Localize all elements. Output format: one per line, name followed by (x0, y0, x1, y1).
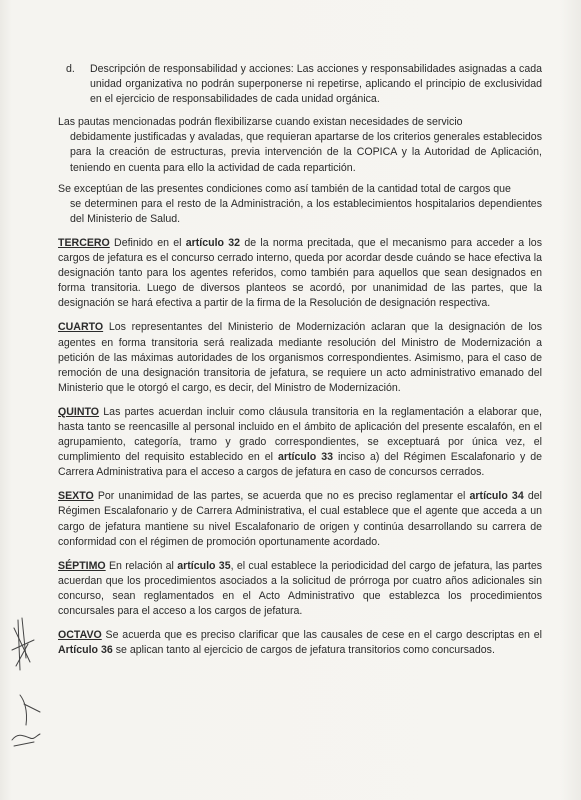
clause-text: inciso a) del Régimen Escalafonario y de Carrera Administrativa para el acceso a cargos de jefatura en caso de concursos cerrados. (58, 451, 542, 479)
paragraph-pautas (58, 115, 542, 175)
clause-text: se aplican tanto al ejercicio de cargos de jefatura transitorios como concursados. (112, 644, 495, 657)
clause-text: de la norma precitada, que el mecanismo para acceder a los cargos de jefatura es el concurso cerrado interno, queda por acordar desde cuándo se hace efectiva la designación tanto para los agentes referidos, como también para aquellos que sean designados en forma transitoria. Luego de diversos planteos se acordó, por unanimidad de las partes, que la designación se hará efectiva a partir de la firma de la Resolución de designación respectiva. (58, 236, 542, 310)
list-marker: d. (66, 63, 75, 75)
document-body (58, 62, 542, 667)
article-reference: artículo 34 (469, 490, 524, 503)
clause-heading: SÉPTIMO (58, 559, 106, 572)
clause-heading: SEXTO (58, 490, 94, 503)
margin-signatures (0, 600, 50, 760)
paragraph-continuation: se determinen para el resto de la Administración, a los establecimientos hospitalarios dependientes del Ministerio de Salud. (70, 197, 542, 225)
list-item-d (58, 62, 542, 107)
paragraph-exceptuan (58, 182, 542, 227)
clause-septimo (58, 559, 542, 619)
clause-text: Se acuerda que es preciso clarificar que las causales de cese en el cargo descriptas en el (101, 629, 542, 642)
clause-cuarto (58, 320, 542, 395)
clause-text: Los representantes del Ministerio de Modernización aclaran que la designación de los agentes en forma transitoria será realizada mediante resolución del Ministro de Modernización a petición de las máximas autoridades de los organismos correspondientes. Asimismo, para el caso de remoción de una designación transitoria de jefatura, se requiere un acto administrativo emanado del Ministerio que le otorgó el cargo, es decir, del Ministro de Modernización. (58, 321, 542, 394)
clause-tercero (58, 236, 542, 311)
clause-heading: CUARTO (58, 321, 104, 334)
clause-quinto (58, 405, 542, 480)
clause-heading: TERCERO (58, 236, 110, 249)
paragraph-first-line: Las pautas mencionadas podrán flexibilizarse cuando existan necesidades de servicio (58, 116, 463, 129)
signature-stroke (12, 734, 40, 740)
clause-text: En relación al (105, 559, 178, 572)
clause-text: , el cual establece la periodicidad del cargo de jefatura, las partes acuerdan que los procedimientos asociados a la solicitud de prórroga por cuatro años adicionales sin concurso, sean reglamentados en el Acto Administrativo que establezca los procedimientos concursales para el acceso a los cargos de jefatura. (58, 559, 543, 617)
list-item-text: Descripción de responsabilidad y acciones: Las acciones y responsabilidades asignadas a cada unidad organizativa no podrán superponerse ni repetirse, aplicando el principio de exclusividad en el ejercicio de responsabilidades de cada unidad orgánica. (90, 63, 542, 106)
clause-heading: OCTAVO (58, 629, 102, 642)
paragraph-first-line: Se exceptúan de las presentes condiciones como así también de la cantidad total de cargos que (58, 182, 511, 195)
signature-stroke (20, 695, 27, 725)
clause-text: del Régimen Escalafonario y de Carrera Administrativa, el cual establece que el agente que acceda a un cargo de jefatura mantiene su nivel Escalafonario de origen y continúa desarrollando su carrera de conformidad con el régimen de promoción oportunamente acordado. (58, 490, 542, 548)
clause-heading: QUINTO (58, 405, 100, 418)
clause-sexto (58, 489, 542, 549)
article-reference: artículo 32 (185, 236, 241, 249)
clause-text: Las partes acuerdan incluir como cláusula transitoria en la reglamentación a elaborar que, hasta tanto se reencasille al personal incluido en el ámbito de aplicación del presente escalafón, en el agrupamiento, categoría, tramo y grado correspondientes, se exceptuará por única vez, el cumplimiento del requisito establecido en el (58, 405, 542, 464)
signature-stroke (12, 640, 34, 650)
clause-text: Por unanimidad de las partes, se acuerda que no es preciso reglamentar el (93, 490, 470, 503)
clause-octavo (58, 628, 542, 658)
signature-stroke (14, 742, 34, 746)
article-reference: Artículo 36 (58, 644, 113, 657)
paragraph-continuation: debidamente justificadas y avaladas, que requieran apartarse de los criterios generales establecidos para la creación de estructuras, previa intervención de la COPICA y la Autoridad de Aplicación, teniendo en cuenta para ello la actividad de cada repartición. (70, 131, 542, 174)
article-reference: artículo 33 (277, 451, 333, 464)
article-reference: artículo 35 (177, 559, 231, 572)
clause-text: Definido en el (109, 236, 186, 249)
